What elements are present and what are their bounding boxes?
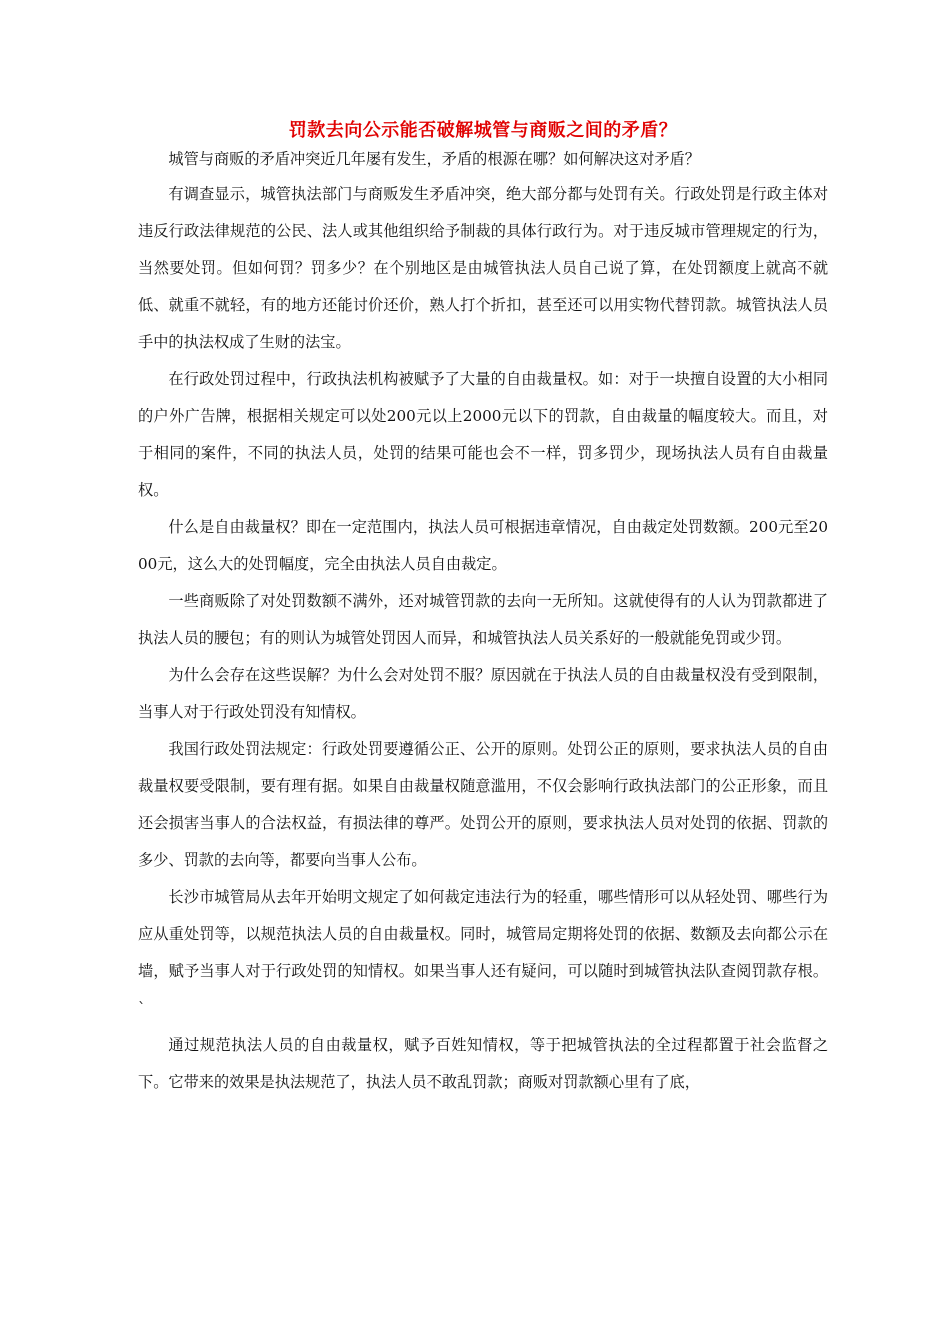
paragraph-3: 在行政处罚过程中，行政执法机构被赋予了大量的自由裁量权。如：对于一块擅自设置的大小相同的户外广告牌，根据相关规定可以处200元以上2000元以下的罚款，自由裁量的幅度较大。而且，对于相同的案件，不同的执法人员，处罚的结果可能也会不一样，罚多罚少，现场执法人员有自由裁量权。 — [138, 370, 828, 499]
paragraph-9: 通过规范执法人员的自由裁量权，赋予百姓知情权，等于把城管执法的全过程都置于社会监督之下。它带来的效果是执法规范了，执法人员不敢乱罚款；商贩对罚款额心里有了底， — [138, 1036, 828, 1091]
paragraph-8: 长沙市城管局从去年开始明文规定了如何裁定违法行为的轻重，哪些情形可以从轻处罚、哪些行为应从重处罚等，以规范执法人员的自由裁量权。同时，城管局定期将处罚的依据、数额及去向都公示在墙，赋予当事人对于行政处罚的知情权。如果当事人还有疑问，可以随时到城管执法队查阅罚款存根。 ` — [138, 888, 828, 1017]
paragraph-4: 什么是自由裁量权？即在一定范围内，执法人员可根据违章情况，自由裁定处罚数额。200元至2000元，这么大的处罚幅度，完全由执法人员自由裁定。 — [138, 518, 828, 573]
document-title: 罚款去向公示能否破解城管与商贩之间的矛盾？ — [288, 120, 678, 141]
paragraph-6: 为什么会存在这些误解？为什么会对处罚不服？原因就在于执法人员的自由裁量权没有受到限制，当事人对于行政处罚没有知情权。 — [138, 666, 828, 721]
paragraph-2: 有调查显示，城管执法部门与商贩发生矛盾冲突，绝大部分都与处罚有关。行政处罚是行政主体对违反行政法律规范的公民、法人或其他组织给予制裁的具体行政行为。对于违反城市管理规定的行为，当然要处罚。但如何罚？罚多少？在个别地区是由城管执法人员自己说了算，在处罚额度上就高不就低、就重不就轻，有的地方还能讨价还价，熟人打个折扣，甚至还可以用实物代替罚款。城管执法人员手中的执法权成了生财的法宝。 — [138, 185, 828, 351]
paragraph-7: 我国行政处罚法规定：行政处罚要遵循公正、公开的原则。处罚公正的原则，要求执法人员的自由裁量权要受限制，要有理有据。如果自由裁量权随意滥用，不仅会影响行政执法部门的公正形象，而且还会损害当事人的合法权益，有损法律的尊严。处罚公开的原则，要求执法人员对处罚的依据、罚款的多少、罚款的去向等，都要向当事人公布。 — [138, 740, 828, 869]
paragraph-5: 一些商贩除了对处罚数额不满外，还对城管罚款的去向一无所知。这就使得有的人认为罚款都进了执法人员的腰包；有的则认为城管处罚因人而异，和城管执法人员关系好的一般就能免罚或少罚。 — [138, 592, 828, 647]
document-page — [138, 118, 828, 1101]
paragraph-1: 城管与商贩的矛盾冲突近几年屡有发生，矛盾的根源在哪？如何解决这对矛盾？ — [168, 150, 700, 168]
